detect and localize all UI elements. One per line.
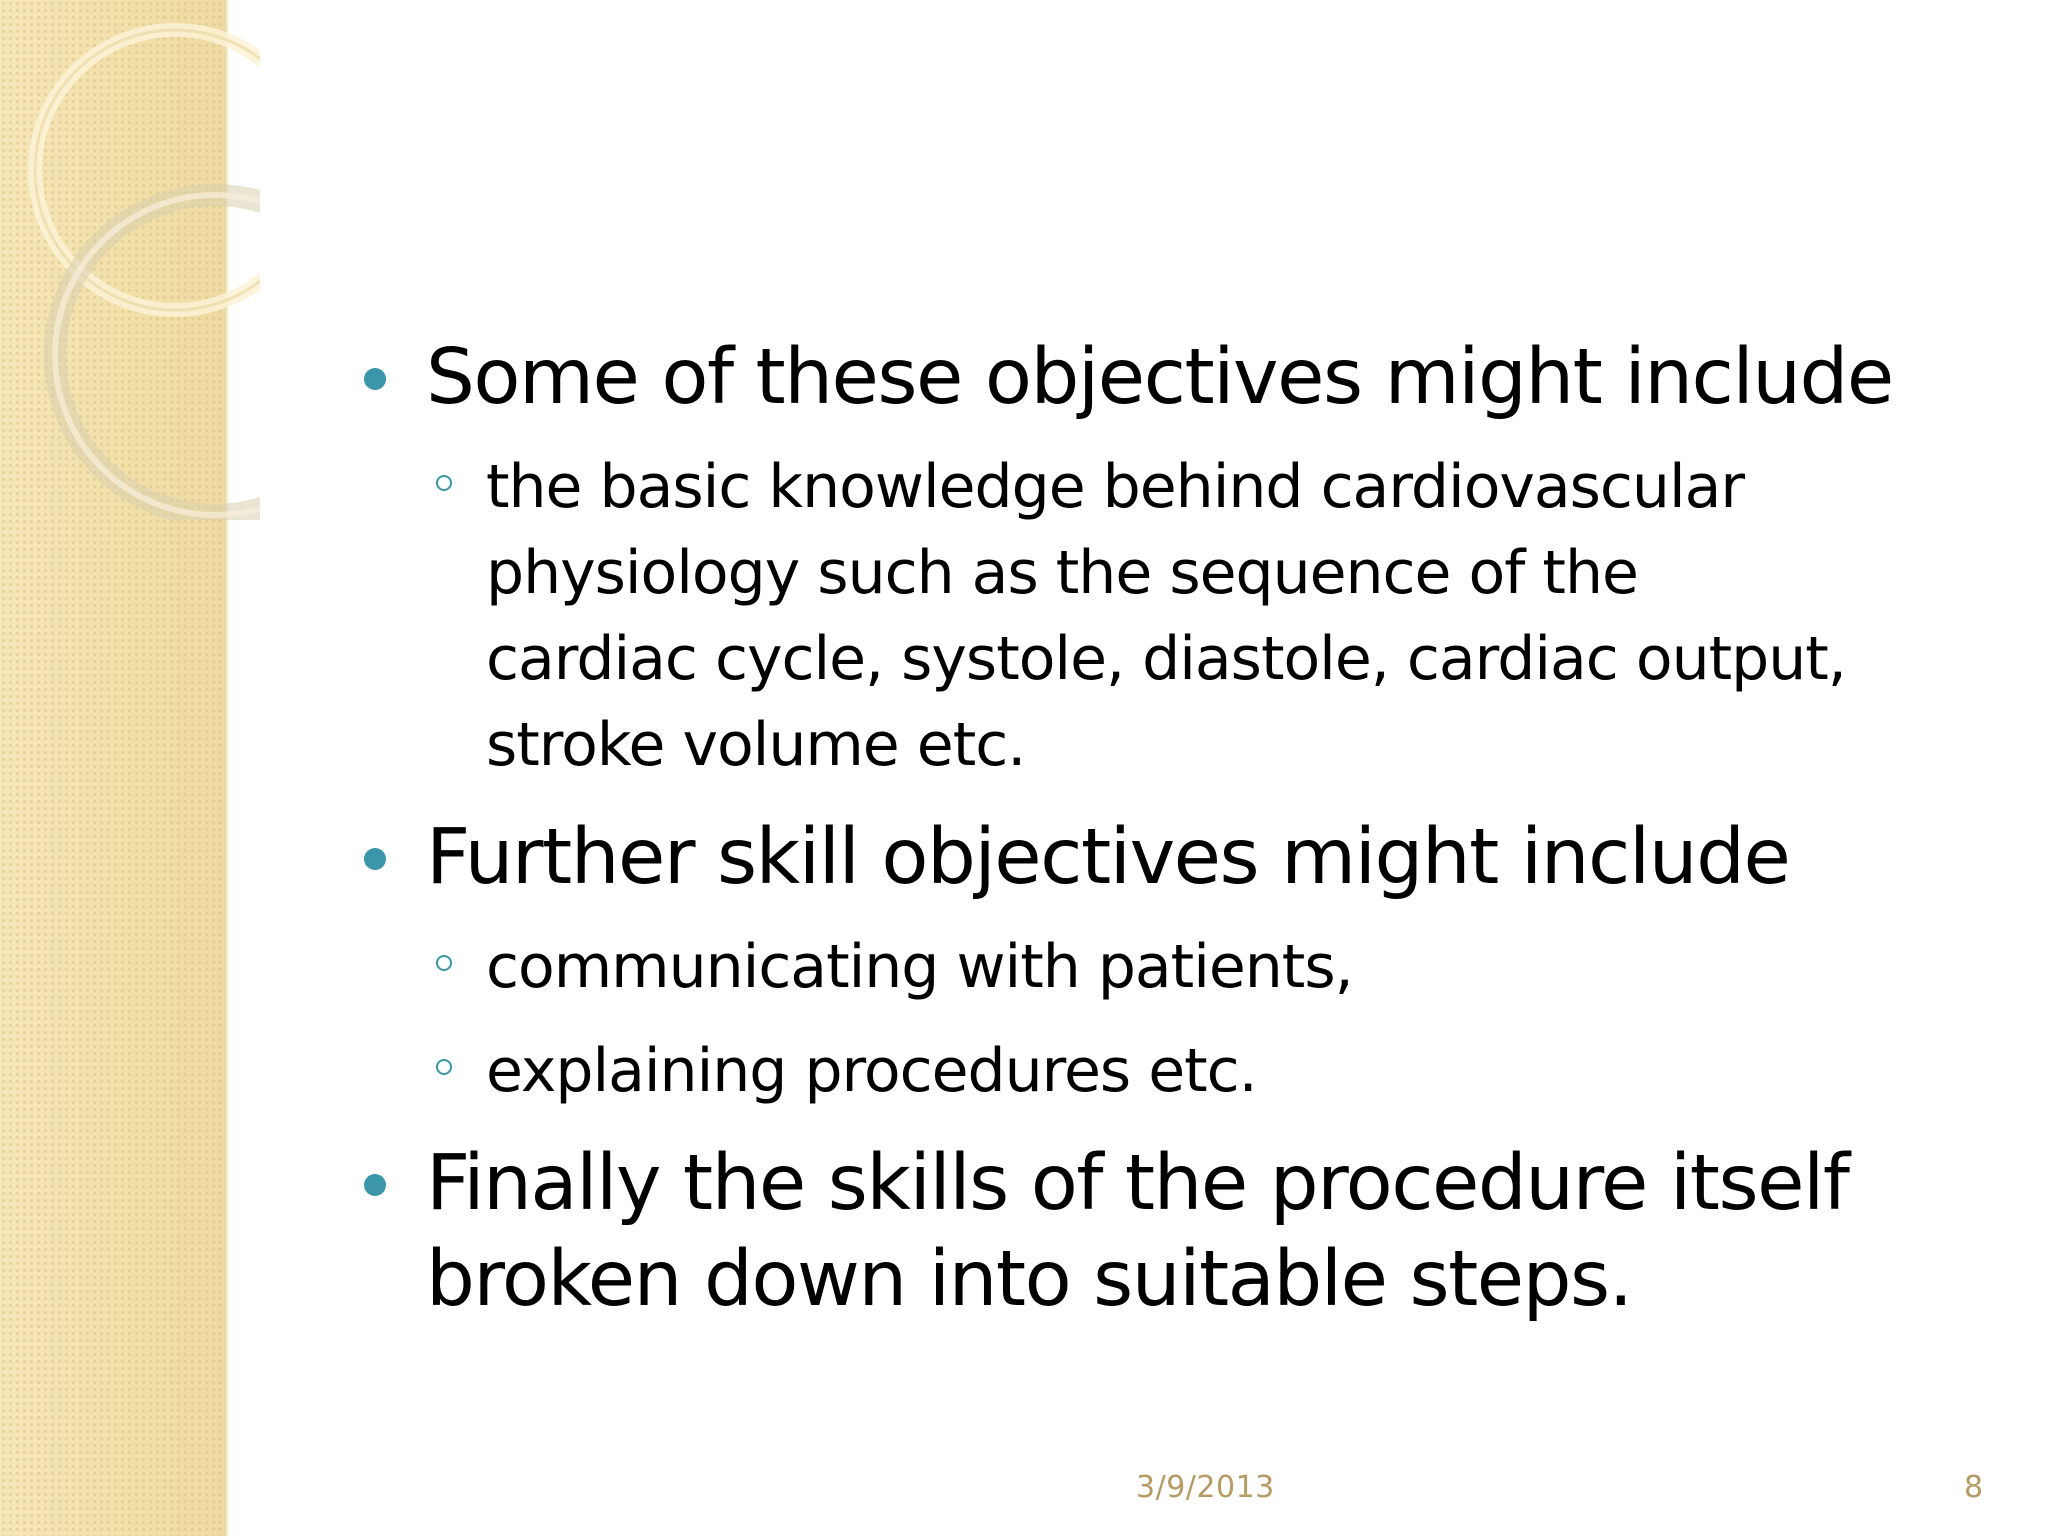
sub-bullet-line: stroke volume etc. — [486, 710, 1026, 780]
sub-bullet-ring-icon — [436, 475, 452, 491]
bullet-text-line: Finally the skills of the procedure itself — [426, 1139, 1849, 1228]
bullet-text: Further skill objectives might include — [426, 813, 1790, 902]
sub-bullet-ring-icon — [436, 955, 452, 971]
bullet-list — [350, 330, 1970, 1328]
sub-bullet-text: explaining procedures etc. — [486, 1036, 1257, 1106]
bullet-item-objectives — [350, 330, 1970, 426]
sub-bullet-item-explaining — [350, 1028, 1970, 1114]
bullet-text-line: broken down into suitable steps. — [426, 1235, 1632, 1324]
sub-bullet-line: physiology such as the sequence of the — [486, 538, 1638, 608]
footer-date: 3/9/2013 — [1136, 1470, 1275, 1505]
bullet-dot-icon — [364, 368, 386, 390]
bullet-dot-icon — [364, 1174, 386, 1196]
bullet-item-procedure-steps — [350, 1136, 1970, 1328]
decorative-rings — [0, 0, 260, 520]
sub-bullet-text: communicating with patients, — [486, 932, 1353, 1002]
sub-bullet-ring-icon — [436, 1059, 452, 1075]
bullet-item-further-skills — [350, 810, 1970, 906]
bullet-dot-icon — [364, 848, 386, 870]
sub-bullet-line: cardiac cycle, systole, diastole, cardiac output, — [486, 624, 1846, 694]
sub-bullet-item-knowledge — [350, 444, 1970, 788]
bullet-text: Some of these objectives might include — [426, 333, 1893, 422]
sub-bullet-item-communicating — [350, 924, 1970, 1010]
slide-number: 8 — [1964, 1470, 1984, 1505]
sub-bullet-line: the basic knowledge behind cardiovascular — [486, 452, 1745, 522]
